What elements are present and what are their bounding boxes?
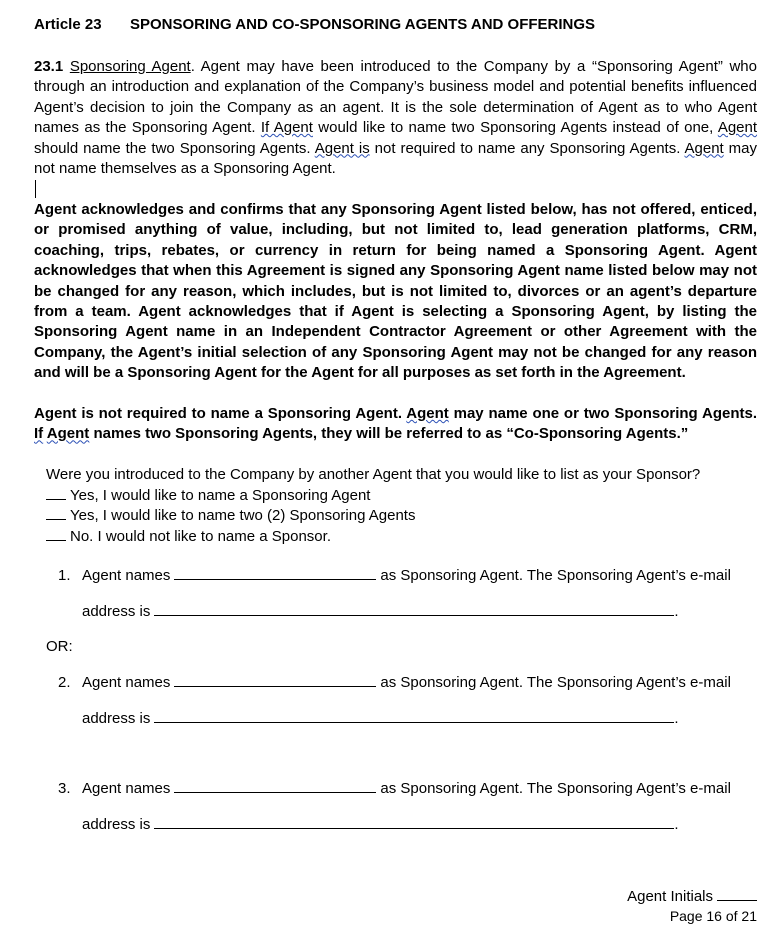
entry-post-text: as Sponsoring Agent. The Sponsoring Agent’s e-mail — [380, 780, 731, 797]
not-required-paragraph[interactable] — [34, 404, 757, 445]
entry-address-label: address is — [82, 816, 151, 833]
checkbox-blank[interactable] — [46, 529, 66, 541]
initials-field[interactable] — [717, 888, 757, 901]
sponsor-email-field[interactable] — [154, 603, 674, 616]
option-one-sponsor[interactable] — [46, 486, 700, 507]
sponsor-email-field[interactable] — [154, 816, 674, 829]
entry-email-line — [82, 603, 679, 620]
entry-pre-text: Agent names — [82, 567, 171, 584]
nr-part-a: Agent is not required to name a Sponsoring Agent. — [34, 405, 407, 422]
initials-label: Agent Initials — [627, 888, 713, 905]
sponsor-name-field[interactable] — [174, 780, 376, 793]
spellcheck-flag[interactable]: Agent — [406, 405, 449, 422]
entry-pre-text: Agent names — [82, 780, 171, 797]
sponsor-question — [46, 465, 700, 547]
entry-email-line — [82, 816, 679, 833]
nr-part-g: names two Sponsoring Agents, they will be referred to as “Co-Sponsoring Agents.” — [89, 425, 689, 443]
entry-address-label: address is — [82, 603, 151, 620]
sentence-2: would like to name two Sponsoring Agents instead of one, — [312, 119, 718, 137]
spellcheck-flag[interactable]: Agent — [684, 139, 724, 157]
checkbox-blank[interactable] — [46, 508, 66, 520]
sentence-4: not required to name any Sponsoring Agents. — [369, 139, 685, 157]
option-no-sponsor[interactable] — [46, 527, 700, 548]
article-number: Article 23 — [34, 16, 102, 33]
page-number: Page 16 of 21 — [669, 908, 757, 924]
entry-name-line — [82, 780, 731, 797]
agent-initials — [627, 888, 757, 905]
sentence-1: . Agent may have been introduced to the Company by a “Sponsoring Agent” who through an introduction and explanation of the Company’s business model and potential benefits influenced Agent’s decision to join the Company as an agent. It is the sole determination of Agent as to who Agent names as the Sponsoring Agent. — [34, 58, 757, 137]
entry-end-period: . — [674, 603, 679, 620]
entry-end-period: . — [674, 710, 679, 727]
spellcheck-flag[interactable]: If Agent — [260, 119, 313, 137]
spellcheck-flag[interactable]: If — [34, 425, 44, 443]
entry-name-line — [82, 567, 731, 584]
spellcheck-flag[interactable]: Agent — [46, 425, 90, 443]
entry-address-label: address is — [82, 710, 151, 727]
entry-end-period: . — [674, 816, 679, 833]
section-number: 23.1 — [34, 58, 64, 75]
nr-part-c: may name one or two Sponsoring Agents. — [448, 405, 757, 422]
option-label: No. I would not like to name a Sponsor. — [70, 527, 331, 545]
article-heading — [34, 16, 595, 33]
option-label: Yes, I would like to name two (2) Sponsoring Agents — [70, 507, 416, 525]
sponsor-name-field[interactable] — [174, 567, 376, 580]
question-prompt: Were you introduced to the Company by another Agent that you would like to list as your Sponsor? — [46, 466, 701, 483]
text-cursor — [35, 180, 36, 198]
entry-pre-text: Agent names — [82, 674, 171, 691]
acknowledgement-paragraph[interactable]: Agent acknowledges and confirms that any Sponsoring Agent listed below, has not offered, enticed, or promised anything of value, including, but not limited to, lead generation platforms, CRM, coaching, trips, rebates, or currency in return for being named a Sponsoring Agent. Agent acknowledges that when this Agreement is signed any Sponsoring Agent name listed below may not be changed for any reason, which includes, but is not limited to, divorces or an agent’s departure from a team. Agent acknowledges that if Agent is selecting a Sponsoring Agent, by listing the Sponsoring Agent name in an Independent Contractor Agreement or other Agreement with the Company, the Agent’s initial selection of any Sponsoring Agent may not be changed for any reason and will be a Sponsoring Agent for the Agent for all purposes as set forth in the Agreement. — [34, 201, 757, 382]
sentence-3: should name the two Sponsoring Agents. — [34, 139, 315, 157]
entry-number: 1. — [58, 567, 71, 584]
defined-term: Sponsoring Agent — [69, 58, 191, 75]
option-two-sponsors[interactable] — [46, 506, 700, 527]
entry-post-text: as Sponsoring Agent. The Sponsoring Agent’s e-mail — [380, 674, 731, 691]
entry-email-line — [82, 710, 679, 727]
spellcheck-flag[interactable]: Agent — [717, 119, 758, 137]
article-title: SPONSORING AND CO-SPONSORING AGENTS AND OFFERINGS — [130, 16, 596, 33]
sponsor-email-field[interactable] — [154, 710, 674, 723]
entry-post-text: as Sponsoring Agent. The Sponsoring Agent’s e-mail — [380, 567, 731, 584]
option-label: Yes, I would like to name a Sponsoring Agent — [70, 486, 371, 504]
checkbox-blank[interactable] — [46, 488, 66, 500]
or-label: OR: — [46, 638, 73, 655]
spellcheck-flag[interactable]: Agent is — [314, 139, 370, 157]
entry-name-line — [82, 674, 731, 691]
sponsor-name-field[interactable] — [174, 674, 376, 687]
section-23-1-paragraph[interactable] — [34, 57, 757, 179]
entry-number: 2. — [58, 674, 71, 691]
sentence-5: may not name themselves as a Sponsoring Agent. — [34, 139, 757, 178]
entry-number: 3. — [58, 780, 71, 797]
